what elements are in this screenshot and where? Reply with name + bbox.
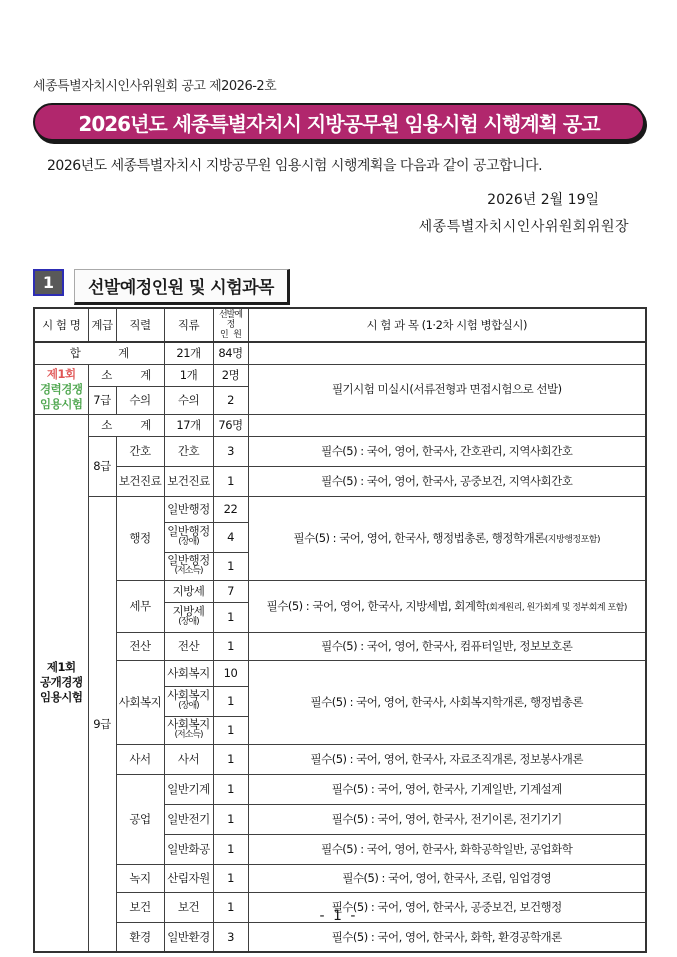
col-header-series: 직렬 <box>116 308 164 342</box>
cell-series: 전산 <box>116 632 164 660</box>
exam-open-line1: 제1회 <box>46 660 76 675</box>
cell-class: 일반기계 <box>164 774 213 804</box>
cell-series: 보건진료 <box>116 466 164 496</box>
cell-quota: 1 <box>213 716 248 744</box>
exam-career-line2: 경력경쟁 <box>40 381 83 396</box>
table-row <box>34 744 646 774</box>
open-subtotal-classes: 17개 <box>164 414 213 436</box>
cell-quota: 1 <box>213 552 248 580</box>
career-quota: 2 <box>213 386 248 414</box>
cell-class-main: 일반행정 <box>167 524 210 538</box>
exam-name-open <box>34 414 88 952</box>
cell-class: 일반전기 <box>164 804 213 834</box>
cell-class: 사회복지 <box>164 660 213 686</box>
cell-subjects: 필수(5) : 국어, 영어, 한국사, 사회복지학개론, 행정법총론 <box>248 660 646 744</box>
col-header-exam: 시 험 명 <box>34 308 88 342</box>
announce-date: 2026년 2월 19일 <box>487 192 599 208</box>
cell-subjects <box>248 580 646 632</box>
cell-quota: 7 <box>213 580 248 602</box>
cell-class: 일반환경 <box>164 922 213 952</box>
cell-class: 사서 <box>164 744 213 774</box>
cell-class-main: 사회복지 <box>167 688 210 702</box>
cell-subjects: 필수(5) : 국어, 영어, 한국사, 공중보건, 보건행정 <box>248 892 646 922</box>
cell-class: 일반행정 <box>164 496 213 522</box>
cell-quota: 1 <box>213 686 248 716</box>
cell-class-main: 지방세 <box>172 604 205 618</box>
document-page <box>33 0 645 953</box>
cell-series: 사서 <box>116 744 164 774</box>
cell-class-sub: (장애) <box>178 537 199 547</box>
intro-text: 2026년도 세종특별자치시 지방공무원 임용시험 시행계획을 다음과 같이 공고합니다. <box>47 158 543 174</box>
table-row <box>34 864 646 892</box>
cell-quota: 4 <box>213 522 248 552</box>
cell-quota: 1 <box>213 602 248 632</box>
exam-open-line3: 임용시험 <box>40 690 83 705</box>
table-row <box>34 580 646 602</box>
career-subjects: 필기시험 미실시(서류전형과 면접시험으로 선발) <box>248 364 646 414</box>
cell-subjects: 필수(5) : 국어, 영어, 한국사, 기계일반, 기계설계 <box>248 774 646 804</box>
doc-number: 세종특별자치시인사위원회 공고 제2026-2호 <box>33 79 277 94</box>
total-label: 합 계 <box>34 342 164 364</box>
cell-series: 환경 <box>116 922 164 952</box>
table-row <box>34 436 646 466</box>
cell-subjects: 필수(5) : 국어, 영어, 한국사, 공중보건, 지역사회간호 <box>248 466 646 496</box>
table-header-row <box>34 308 646 342</box>
cell-quota: 1 <box>213 892 248 922</box>
cell-class <box>164 522 213 552</box>
career-grade: 7급 <box>88 386 116 414</box>
open-subtotal-label: 소 계 <box>88 414 164 436</box>
cell-subjects-main: 필수(5) : 국어, 영어, 한국사, 행정법총론, 행정학개론 <box>293 531 545 545</box>
table-row-open-subtotal <box>34 414 646 436</box>
cell-subjects-note: (지방행정포함) <box>544 535 600 545</box>
cell-class: 보건진료 <box>164 466 213 496</box>
cell-quota: 10 <box>213 660 248 686</box>
banner-title: 2026년도 세종특별자치시 지방공무원 임용시험 시행계획 공고 <box>78 111 600 136</box>
cell-quota: 1 <box>213 632 248 660</box>
section-title: 선발예정인원 및 시험과목 <box>74 269 290 305</box>
cell-series: 사회복지 <box>116 660 164 744</box>
table-row <box>34 774 646 804</box>
cell-class-sub: (저소득) <box>174 566 203 576</box>
cell-class <box>164 552 213 580</box>
table-row <box>34 496 646 522</box>
col-header-class: 직류 <box>164 308 213 342</box>
cell-subjects-note: (회계원리, 원가회계 및 정부회계 포함) <box>486 603 627 613</box>
cell-subjects: 필수(5) : 국어, 영어, 한국사, 화학, 환경공학개론 <box>248 922 646 952</box>
col-header-grade: 계급 <box>88 308 116 342</box>
cell-subjects: 필수(5) : 국어, 영어, 한국사, 자료조직개론, 정보봉사개론 <box>248 744 646 774</box>
cell-quota: 22 <box>213 496 248 522</box>
col-header-quota-line2: 인 원 <box>220 330 241 340</box>
cell-series: 녹지 <box>116 864 164 892</box>
cell-series: 행정 <box>116 496 164 580</box>
cell-quota: 1 <box>213 864 248 892</box>
cell-quota: 1 <box>213 744 248 774</box>
cell-series: 간호 <box>116 436 164 466</box>
exam-name-career <box>34 364 88 414</box>
cell-class-main: 일반행정 <box>167 553 210 567</box>
cell-subjects: 필수(5) : 국어, 영어, 한국사, 전기이론, 전기기기 <box>248 804 646 834</box>
table-row <box>34 466 646 496</box>
cell-class: 전산 <box>164 632 213 660</box>
exam-plan-table <box>33 307 647 953</box>
career-subtotal-quota: 2명 <box>213 364 248 386</box>
table-row-total <box>34 342 646 364</box>
signer: 세종특별자치시인사위원회위원장 <box>418 219 629 235</box>
cell-subjects: 필수(5) : 국어, 영어, 한국사, 화학공학일반, 공업화학 <box>248 834 646 864</box>
table-row <box>34 632 646 660</box>
cell-class-sub: (장애) <box>178 701 199 711</box>
open-subtotal-subjects-empty <box>248 414 646 436</box>
cell-class: 산림자원 <box>164 864 213 892</box>
career-subtotal-classes: 1개 <box>164 364 213 386</box>
grade-8: 8급 <box>88 436 116 496</box>
career-series: 수의 <box>116 386 164 414</box>
cell-class: 보건 <box>164 892 213 922</box>
cell-class: 지방세 <box>164 580 213 602</box>
cell-series: 보건 <box>116 892 164 922</box>
cell-quota: 1 <box>213 804 248 834</box>
career-subtotal-label: 소 계 <box>88 364 164 386</box>
title-banner <box>33 103 645 141</box>
cell-class <box>164 602 213 632</box>
col-header-quota <box>213 308 248 342</box>
total-subjects-empty <box>248 342 646 364</box>
cell-quota: 3 <box>213 436 248 466</box>
cell-subjects: 필수(5) : 국어, 영어, 한국사, 컴퓨터일반, 정보보호론 <box>248 632 646 660</box>
grade-9: 9급 <box>88 496 116 952</box>
section-number-badge: 1 <box>33 269 64 296</box>
cell-class-main: 사회복지 <box>167 717 210 731</box>
col-header-subjects: 시 험 과 목 (1·2차 시험 병합실시) <box>248 308 646 342</box>
cell-series: 세무 <box>116 580 164 632</box>
cell-quota: 1 <box>213 774 248 804</box>
cell-class-sub: (장애) <box>178 617 199 627</box>
cell-subjects-main: 필수(5) : 국어, 영어, 한국사, 지방세법, 회계학 <box>266 599 487 613</box>
cell-quota: 1 <box>213 466 248 496</box>
cell-class: 간호 <box>164 436 213 466</box>
cell-subjects: 필수(5) : 국어, 영어, 한국사, 간호관리, 지역사회간호 <box>248 436 646 466</box>
page-number: - 1 - <box>319 908 358 924</box>
cell-subjects: 필수(5) : 국어, 영어, 한국사, 조림, 임업경영 <box>248 864 646 892</box>
cell-class-sub: (저소득) <box>174 730 203 740</box>
total-classes: 21개 <box>164 342 213 364</box>
exam-career-line3: 임용시험 <box>40 396 83 411</box>
cell-class <box>164 716 213 744</box>
section-header <box>33 269 645 299</box>
cell-subjects <box>248 496 646 580</box>
exam-career-line1: 제1회 <box>46 366 76 381</box>
table-row-career-subtotal <box>34 364 646 386</box>
cell-quota: 3 <box>213 922 248 952</box>
table-row <box>34 922 646 952</box>
cell-series: 공업 <box>116 774 164 864</box>
col-header-quota-line1: 선발예정 <box>218 310 243 330</box>
cell-quota: 1 <box>213 834 248 864</box>
career-class: 수의 <box>164 386 213 414</box>
cell-class: 일반화공 <box>164 834 213 864</box>
cell-class <box>164 686 213 716</box>
open-subtotal-quota: 76명 <box>213 414 248 436</box>
total-quota: 84명 <box>213 342 248 364</box>
exam-open-line2: 공개경쟁 <box>40 675 83 690</box>
table-row <box>34 660 646 686</box>
